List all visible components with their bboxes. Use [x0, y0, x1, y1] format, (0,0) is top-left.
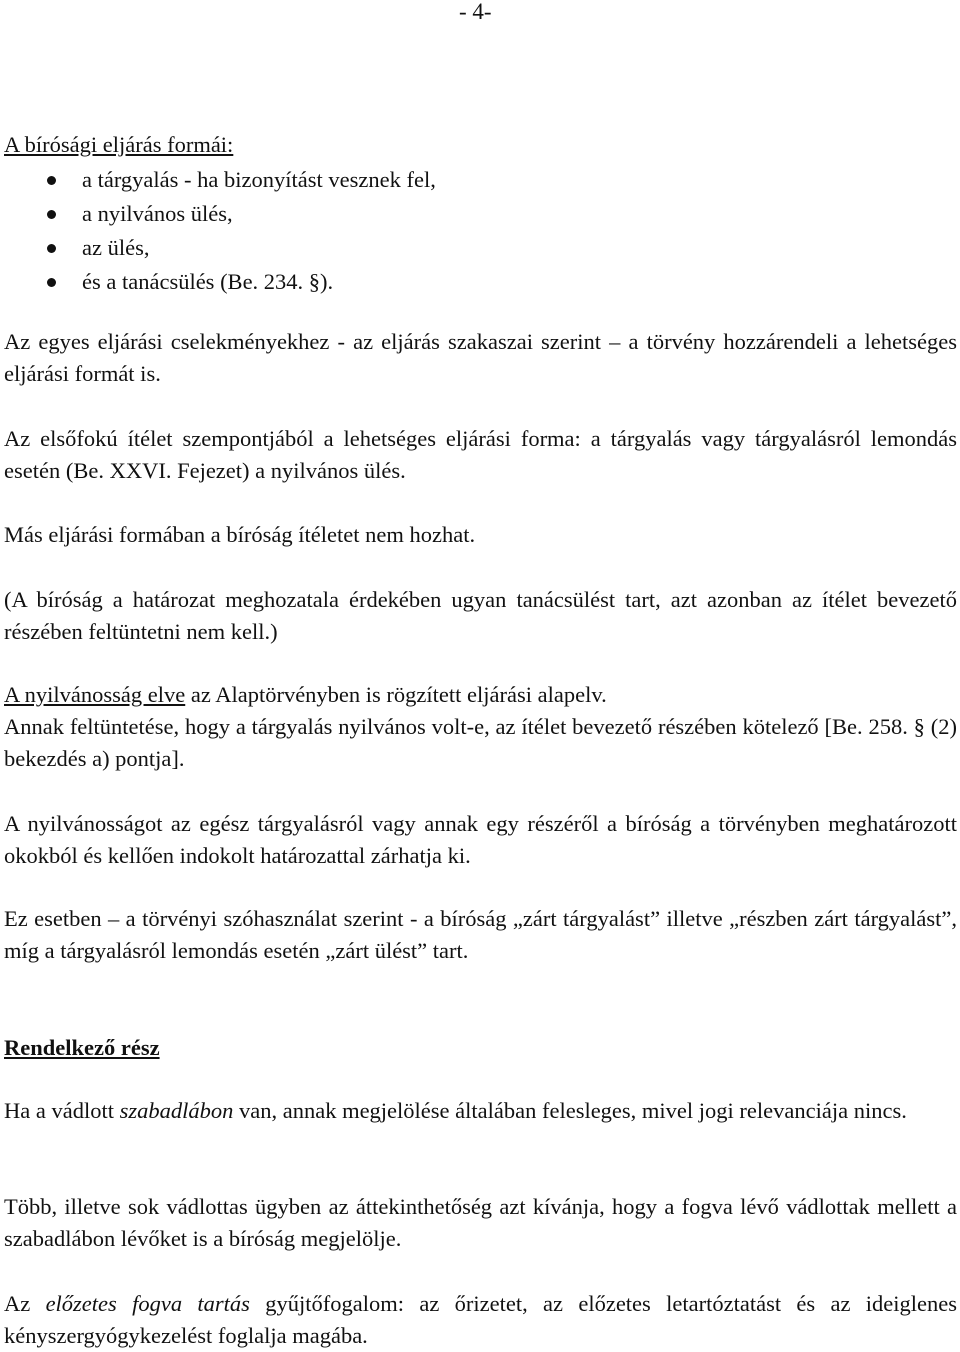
paragraph-no-other-form: Más eljárási formában a bíróság ítéletet nem hozhat.: [4, 522, 476, 547]
paragraph-closed-hearing: Ez esetben – a törvényi szóhasználat szerint - a bíróság „zárt tárgyalást” illetve „részben zárt tárgyalást”, míg a tárgyalásról lemondás esetén „zárt ülést” tart.: [4, 906, 957, 963]
paragraph-publicity-principle: A nyilvánosság elve az Alaptörvényben is rögzített eljárási alapelv.: [4, 682, 607, 707]
paragraph-multiple-defendants: Több, illetve sok vádlottas ügyben az áttekinthetőség azt kívánja, hogy a fogva lévő vádlottak mellett a szabadlábon lévőket is a bíróság megjelölje.: [4, 1194, 957, 1251]
bullet-icon: [47, 210, 56, 219]
list-item: a tárgyalás - ha bizonyítást vesznek fel,: [4, 163, 904, 197]
list-item: a nyilvános ülés,: [4, 197, 904, 231]
forms-list: [4, 163, 904, 299]
list-item: és a tanácsülés (Be. 234. §).: [4, 265, 904, 299]
paragraph-council-session: (A bíróság a határozat meghozatala érdekében ugyan tanácsülést tart, azt azonban az ítélet bevezető részében feltüntetni nem kell.): [4, 587, 957, 644]
publicity-principle-term: A nyilvánosság elve: [4, 682, 186, 707]
paragraph-publicity-exclusion: A nyilvánosságot az egész tárgyalásról vagy annak egy részéről a bíróság a törvényben meghatározott okokból és kellően indokolt határozattal zárhatja ki.: [4, 811, 957, 868]
paragraph-procedural-forms: Az egyes eljárási cselekményekhez - az eljárás szakaszai szerint – a törvény hozzárendeli a lehetséges eljárási formát is.: [4, 329, 957, 386]
paragraph-first-instance: Az elsőfokú ítélet szempontjából a lehetséges eljárási forma: a tárgyalás vagy tárgyalásról lemondás esetén (Be. XXVI. Fejezet) a nyilvános ülés.: [4, 426, 957, 483]
paragraph-pretrial-detention: Az előzetes fogva tartás gyűjtőfogalom: az őrizetet, az előzetes letartóztatást és az ideiglenes kényszergyógykezelést foglalja magába.: [4, 1291, 957, 1348]
paragraph-at-large: Ha a vádlott szabadlábon van, annak megjelölése általában felesleges, mivel jogi relevanciája nincs.: [4, 1098, 907, 1123]
bullet-icon: [47, 244, 56, 253]
section-heading-operative-part: Rendelkező rész: [4, 1035, 160, 1060]
list-item: az ülés,: [4, 231, 904, 265]
paragraph-publicity-indication: Annak feltüntetése, hogy a tárgyalás nyilvános volt-e, az ítélet bevezető részében kötelező [Be. 258. § (2) bekezdés a) pontja].: [4, 714, 957, 771]
page-number: - 4-: [459, 0, 492, 24]
bullet-icon: [47, 176, 56, 185]
term-at-large: szabadlábon: [119, 1098, 234, 1123]
bullet-icon: [47, 278, 56, 287]
section-heading-forms: A bírósági eljárás formái:: [4, 132, 234, 157]
term-pretrial-detention: előzetes fogva tartás: [45, 1291, 250, 1316]
